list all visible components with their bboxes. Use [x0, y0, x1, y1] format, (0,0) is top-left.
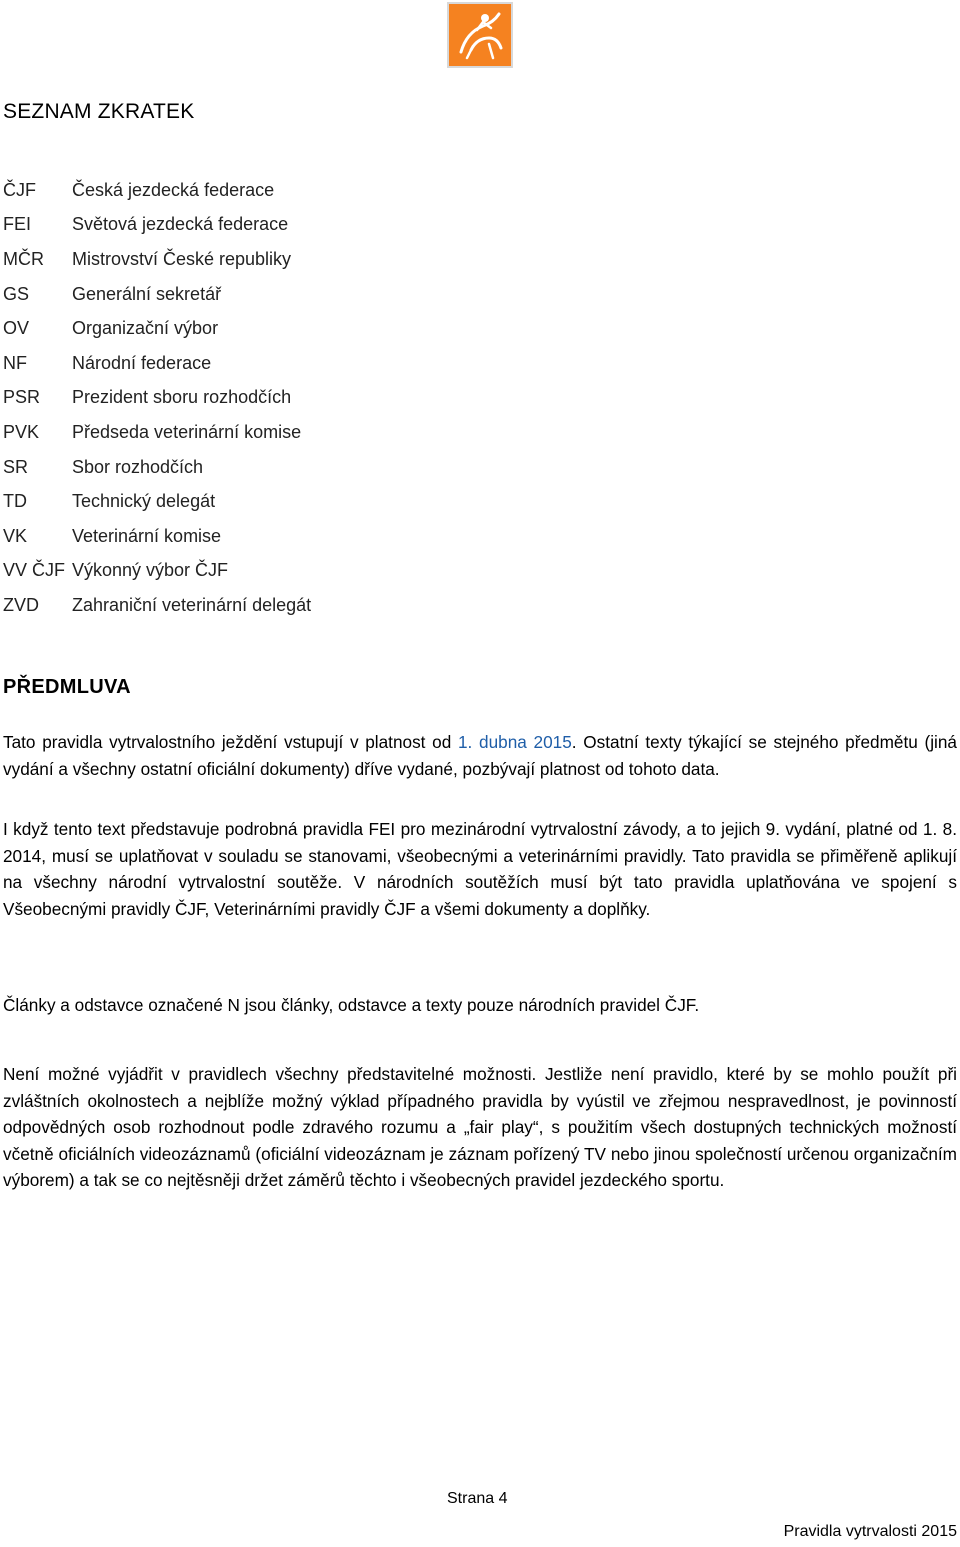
abbreviation-row: [3, 173, 311, 208]
abbreviation-code: FEI: [3, 214, 32, 235]
abbreviation-meaning: Předseda veterinární komise: [72, 421, 302, 442]
effective-date: 1. dubna 2015: [458, 732, 572, 752]
logo-graphic: [447, 2, 513, 68]
abbreviation-code: PSR: [3, 387, 41, 408]
abbreviation-code: NF: [3, 352, 27, 373]
abbreviation-meaning: Technický delegát: [72, 491, 216, 512]
abbreviation-row: [3, 554, 311, 589]
abbreviation-meaning: Národní federace: [72, 352, 212, 373]
validity-text-start: Tato pravidla vytrvalostního ježdění vstupují v platnost od: [3, 732, 458, 752]
preface-paragraph-validity: [3, 729, 957, 782]
abbreviation-row: [3, 484, 311, 519]
abbreviation-row: [3, 381, 311, 416]
abbreviation-meaning: Organizační výbor: [72, 318, 219, 339]
abbreviation-code: VK: [3, 525, 28, 546]
abbreviation-code: SR: [3, 456, 29, 477]
abbreviation-row: [3, 277, 311, 312]
abbreviation-meaning: Výkonný výbor ČJF: [72, 560, 229, 581]
abbreviation-row: [3, 311, 311, 346]
document-title-footer: Pravidla vytrvalosti 2015: [783, 1523, 957, 1540]
abbreviation-meaning: Prezident sboru rozhodčích: [72, 387, 292, 408]
page-number: Strana 4: [447, 1490, 508, 1507]
abbreviation-meaning: Sbor rozhodčích: [72, 456, 204, 477]
abbreviations-list: [3, 173, 311, 623]
abbreviation-row: [3, 519, 311, 554]
abbreviation-meaning: Mistrovství České republiky: [72, 248, 292, 269]
preface-title: PŘEDMLUVA: [3, 676, 131, 698]
abbreviations-title: SEZNAM ZKRATEK: [3, 100, 195, 123]
preface-paragraph-fair-play: Není možné vyjádřit v pravidlech všechny představitelné možnosti. Jestliže není pravidlo, které by se mohlo použít při zvláštních okolnostech a nejblíže možný výklad případného pravidla by vyústil ve zřejmou nespravedlnost, je povinností odpovědných osob rozhodnout podle zdravého rozumu a „fair play“, s použitím všech dostupných technických možností včetně oficiálních videozáznamů (oficiální videozáznam je záznam pořízený TV nebo jinou společností určenou organizačním výborem) a tak se co nejtěsněji držet záměrů těchto i všeobecných pravidel jezdeckého sportu.: [3, 1064, 957, 1191]
abbreviation-row: [3, 415, 311, 450]
abbreviation-code: MČR: [3, 248, 44, 269]
preface-paragraph-national-articles: Články a odstavce označené N jsou články, odstavce a texty pouze národních pravidel ČJF.: [3, 995, 700, 1015]
abbreviation-code: ZVD: [3, 594, 39, 615]
horse-rider-logo-icon: [447, 2, 513, 68]
abbreviation-code: GS: [3, 283, 30, 304]
abbreviation-meaning: Světová jezdecká federace: [72, 214, 289, 235]
abbreviation-meaning: Česká jezdecká federace: [72, 179, 275, 200]
abbreviation-meaning: Generální sekretář: [72, 283, 222, 304]
abbreviation-row: [3, 346, 311, 381]
abbreviation-code: ČJF: [3, 179, 36, 200]
abbreviation-code: TD: [3, 491, 27, 512]
abbreviation-row: [3, 450, 311, 485]
abbreviation-row: [3, 588, 311, 623]
abbreviation-code: PVK: [3, 421, 40, 442]
abbreviation-code: VV ČJF: [3, 560, 66, 581]
validity-text-end: . Ostatní texty týkající se stejného předmětu (jiná vydání a všechny ostatní oficiální dokumenty) dříve vydané, pozbývají platnost od tohoto data.: [3, 732, 957, 779]
abbreviation-row: [3, 208, 311, 243]
abbreviation-meaning: Veterinární komise: [72, 525, 222, 546]
abbreviation-row: [3, 242, 311, 277]
abbreviation-meaning: Zahraniční veterinární delegát: [72, 594, 312, 615]
preface-paragraph-fei-rules: I když tento text představuje podrobná pravidla FEI pro mezinárodní vytrvalostní závody, a to jejich 9. vydání, platné od 1. 8. 2014, musí se uplatňovat v souladu se stanovami, všeobecnými a veterinárními pravidly. Tato pravidla se přiměřeně aplikují na všechny národní vytrvalostní soutěže. V národních soutěžích musí být tato pravidla uplatňována ve spojení s Všeobecnými pravidly ČJF, Veterinárními pravidly ČJF a všemi dokumenty a doplňky.: [3, 819, 957, 919]
abbreviation-code: OV: [3, 318, 30, 339]
